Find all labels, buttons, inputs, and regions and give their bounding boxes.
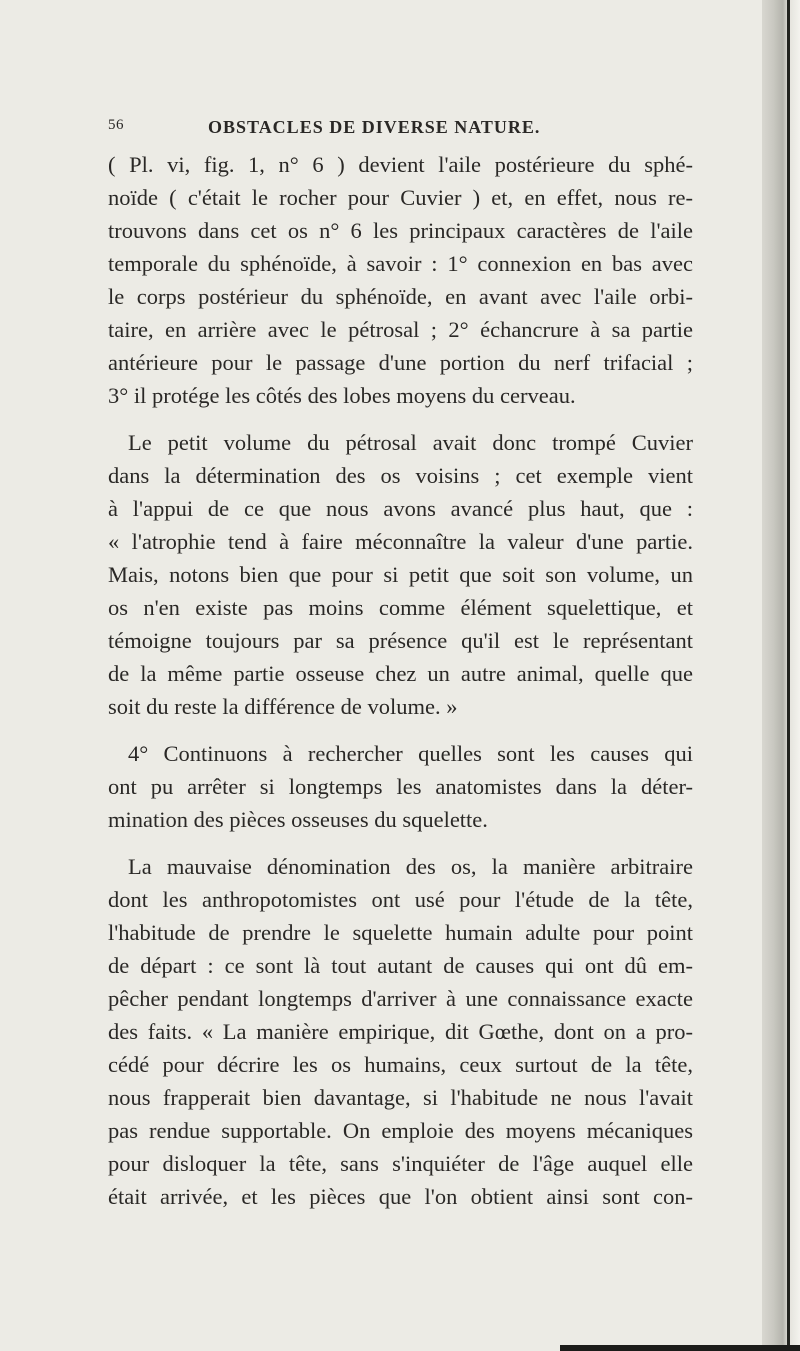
page-header [108,117,688,145]
text-line: taire, en arrière avec le pétrosal ; 2° échancrure à sa partie [108,317,693,342]
text-line: mination des pièces osseuses du squelette. [108,807,488,832]
text-line: était arrivée, et les pièces que l'on obtient ainsi sont con- [108,1184,693,1209]
text-line: antérieure pour le passage d'une portion du nerf trifacial ; [108,350,693,375]
text-line: os n'en existe pas moins comme élément squelettique, et [108,595,693,620]
text-line: l'habitude de prendre le squelette humain adulte pour point [108,920,693,945]
text-line: des faits. « La manière empirique, dit Gœthe, dont on a pro- [108,1019,693,1044]
text-line: temporale du sphénoïde, à savoir : 1° connexion en bas avec [108,251,693,276]
text-line: 3° il protége les côtés des lobes moyens du cerveau. [108,383,576,408]
text-line: ( Pl. vi, fig. 1, n° 6 ) devient l'aile postérieure du sphé- [108,152,693,177]
text-line: à l'appui de ce que nous avons avancé plus haut, que : [108,496,693,521]
text-line: Mais, notons bien que pour si petit que soit son volume, un [108,562,693,587]
text-line: témoigne toujours par sa présence qu'il est le représentant [108,628,693,653]
text-line: noïde ( c'était le rocher pour Cuvier ) et, en effet, nous re- [108,185,693,210]
text-line: cédé pour décrire les os humains, ceux surtout de la tête, [108,1052,693,1077]
running-title: OBSTACLES DE DIVERSE NATURE. [208,117,541,137]
text-line: le corps postérieur du sphénoïde, en avant avec l'aile orbi- [108,284,693,309]
text-line: dans la détermination des os voisins ; cet exemple vient [108,463,693,488]
book-binding-edge [762,0,800,1351]
text-line: 4° Continuons à rechercher quelles sont les causes qui [128,741,693,766]
text-line: trouvons dans cet os n° 6 les principaux caractères de l'aile [108,218,693,243]
text-line: La mauvaise dénomination des os, la manière arbitraire [128,854,693,879]
text-line: Le petit volume du pétrosal avait donc trompé Cuvier [128,430,693,455]
text-line: pour disloquer la tête, sans s'inquiéter de l'âge auquel elle [108,1151,693,1176]
text-line: dont les anthropotomistes ont usé pour l'étude de la tête, [108,887,693,912]
page-bottom-edge [560,1345,800,1351]
text-line: de départ : ce sont là tout autant de causes qui ont dû em- [108,953,693,978]
text-line: ont pu arrêter si longtemps les anatomistes dans la déter- [108,774,693,799]
text-line: nous frapperait bien davantage, si l'habitude ne nous l'avait [108,1085,693,1110]
text-line: de la même partie osseuse chez un autre animal, quelle que [108,661,693,686]
page-number: 56 [108,117,124,133]
text-line: « l'atrophie tend à faire méconnaître la valeur d'une partie. [108,529,693,554]
text-line: pêcher pendant longtemps d'arriver à une connaissance exacte [108,986,693,1011]
body-text [108,148,693,1213]
text-line: pas rendue supportable. On emploie des moyens mécaniques [108,1118,693,1143]
binding-shadow-line [787,0,790,1351]
text-line: soit du reste la différence de volume. » [108,694,458,719]
